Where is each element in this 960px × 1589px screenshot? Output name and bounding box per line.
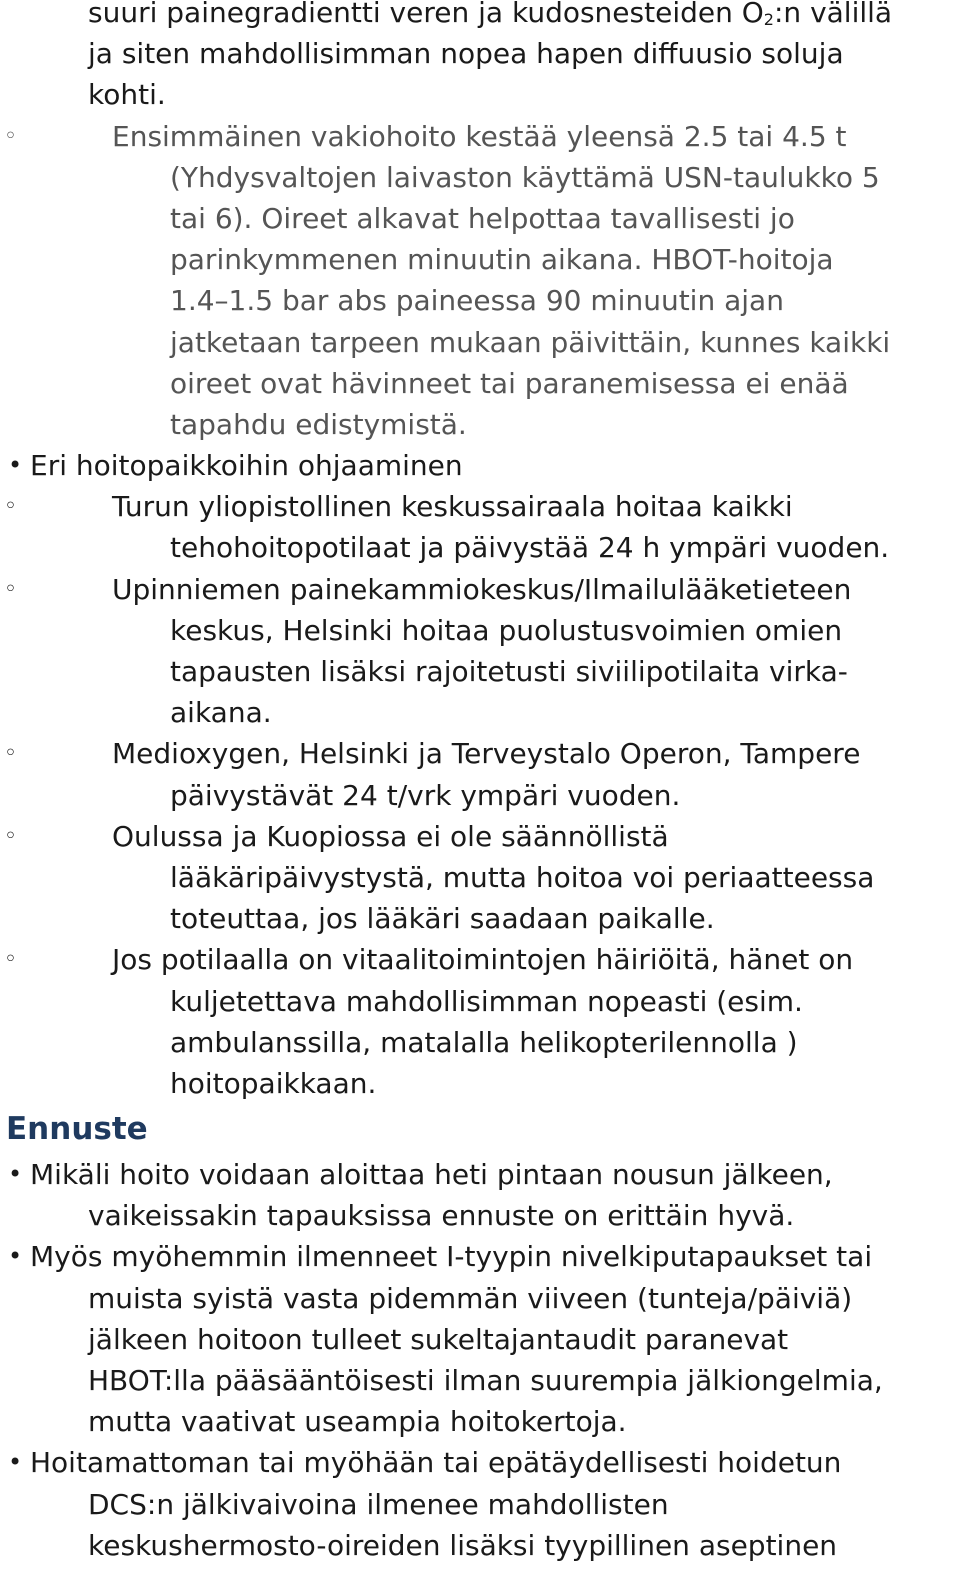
circle-bullet-icon: ◦ [4, 947, 17, 973]
treatment-line: tapahdu edistymistä. [170, 407, 467, 441]
referral-line: Turun yliopistollinen keskussairaala hoitaa kaikki [112, 490, 793, 524]
referral-line: lääkäripäivystystä, mutta hoitoa voi periaatteessa [170, 860, 875, 894]
referral-line: tapausten lisäksi rajoitetusti siviilipotilaita virka- [170, 655, 848, 688]
prognosis-item [0, 1442, 960, 1483]
circle-bullet-icon: ◦ [4, 123, 17, 149]
referral-bullet [0, 445, 960, 486]
continuation-text: :n välillä [773, 0, 893, 29]
referral-line: hoitopaikkaan. [170, 1066, 377, 1100]
referral-item [0, 569, 960, 610]
bullet-icon: • [8, 1160, 23, 1189]
prognosis-line: mutta vaativat useampia hoitokertoja. [88, 1405, 627, 1439]
treatment-line: oireet ovat hävinneet tai paranemisessa ei enää [170, 366, 849, 400]
referral-line: Medioxygen, Helsinki ja Terveystalo Operon, Tampere [112, 737, 861, 771]
prognosis-line: keskushermosto-oireiden lisäksi tyypillinen aseptinen [88, 1528, 838, 1562]
prognosis-heading: Ennuste [6, 1111, 148, 1148]
prognosis-line: Mikäli hoito voidaan aloittaa heti pintaan nousun jälkeen, [30, 1158, 833, 1192]
continuation-text: suuri painegradientti veren ja kudosnesteiden O [88, 0, 764, 29]
treatment-line: parinkymmenen minuutin aikana. HBOT-hoitoja [170, 243, 834, 277]
treatment-line: jatketaan tarpeen mukaan päivittäin, kunnes kaikki [170, 325, 891, 359]
prognosis-item [0, 1236, 960, 1277]
referral-line: päivystävät 24 t/vrk ympäri vuoden. [170, 778, 681, 812]
treatment-line: 1.4–1.5 bar abs paineessa 90 minuutin ajan [170, 284, 784, 318]
circle-bullet-icon: ◦ [4, 494, 17, 520]
continuation-line [0, 0, 960, 33]
referral-line: Oulussa ja Kuopiossa ei ole säännöllistä [112, 819, 669, 853]
circle-bullet-icon: ◦ [4, 741, 17, 767]
treatment-line: (Yhdysvaltojen laivaston käyttämä USN-taulukko 5 [170, 160, 880, 194]
treatment-line: Ensimmäinen vakiohoito kestää yleensä 2.5 tai 4.5 t [112, 119, 847, 153]
referral-line: toteuttaa, jos lääkäri saadaan paikalle. [170, 902, 715, 936]
referral-item [0, 939, 960, 980]
continuation-line: kohti. [88, 78, 166, 112]
continuation-line: ja siten mahdollisimman nopea hapen diffuusio soluja [88, 37, 844, 71]
referral-title: Eri hoitopaikkoihin ohjaaminen [30, 449, 463, 483]
circle-bullet-icon: ◦ [4, 576, 17, 602]
treatment-line: tai 6). Oireet alkavat helpottaa tavallisesti jo [170, 201, 795, 235]
referral-line: tehohoitopotilaat ja päivystää 24 h ympäri vuoden. [170, 531, 890, 565]
referral-line: kuljetettava mahdollisimman nopeasti (esim. [170, 984, 803, 1018]
referral-item [0, 816, 960, 857]
prognosis-line: DCS:n jälkivaivoina ilmenee mahdollisten [88, 1487, 669, 1521]
prognosis-line: jälkeen hoitoon tulleet sukeltajantaudit paranevat [88, 1322, 789, 1356]
bullet-icon: • [8, 1448, 23, 1477]
circle-bullet-icon: ◦ [4, 823, 17, 849]
referral-item [0, 486, 960, 527]
referral-item [0, 733, 960, 774]
referral-line: Jos potilaalla on vitaalitoimintojen häiriöitä, hänet on [112, 943, 854, 977]
bullet-icon: • [8, 1242, 23, 1271]
prognosis-line: vaikeissakin tapauksissa ennuste on erittäin hyvä. [88, 1199, 795, 1233]
prognosis-line: muista syistä vasta pidemmän viiveen (tunteja/päiviä) [88, 1281, 853, 1315]
prognosis-line: HBOT:lla pääsääntöisesti ilman suurempia jälkiongelmia, [88, 1364, 883, 1397]
bullet-icon: • [8, 451, 23, 480]
referral-line: ambulanssilla, matalalla helikopterilennolla ) [170, 1025, 798, 1059]
subscript-2: 2 [763, 10, 774, 29]
prognosis-line: Hoitamattoman tai myöhään tai epätäydellisesti hoidetun [30, 1446, 842, 1480]
referral-line: aikana. [170, 696, 272, 730]
prognosis-item [0, 1154, 960, 1195]
prognosis-line: Myös myöhemmin ilmenneet I-tyypin nivelkiputapaukset tai [30, 1240, 873, 1274]
referral-line: keskus, Helsinki hoitaa puolustusvoimien omien [170, 613, 843, 647]
treatment-item [0, 116, 960, 157]
referral-line: Upinniemen painekammiokeskus/Ilmailulääketieteen [112, 572, 852, 606]
